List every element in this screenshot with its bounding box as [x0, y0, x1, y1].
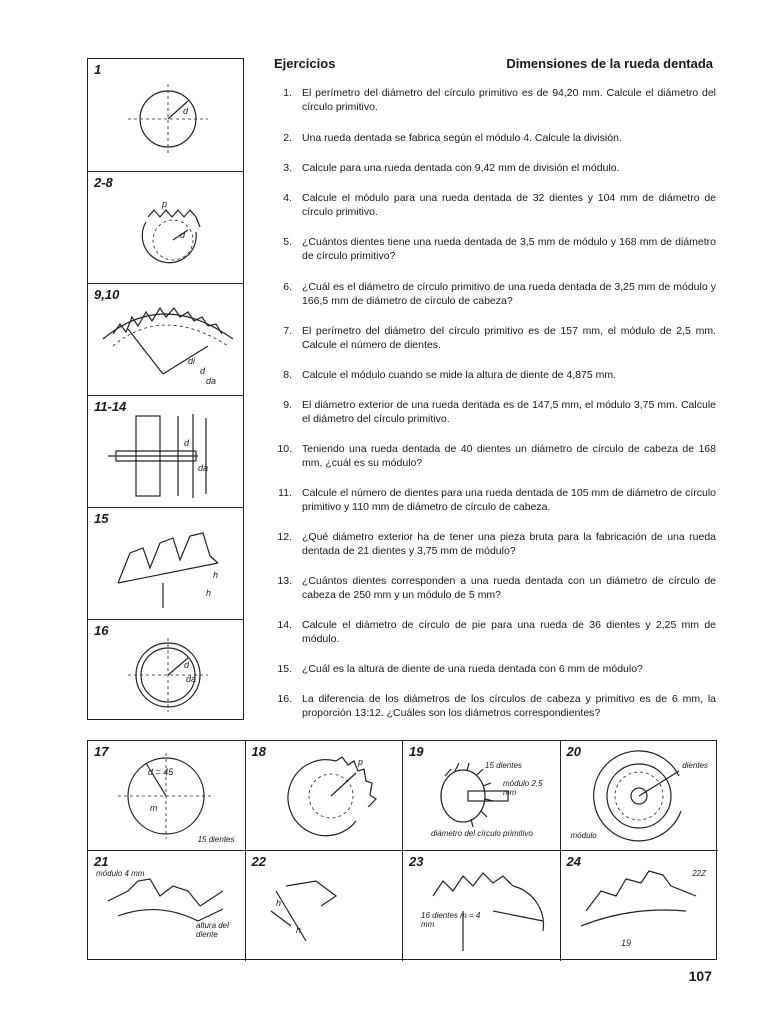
- figure-caption: dientes: [682, 761, 708, 770]
- figure-label: 2-8: [94, 175, 113, 190]
- svg-text:da: da: [206, 376, 217, 386]
- figure-19: [403, 741, 561, 851]
- svg-text:h: h: [213, 570, 219, 580]
- exercise-item: [270, 235, 716, 263]
- exercise-number: 3.: [283, 162, 292, 174]
- exercise-item: [270, 486, 716, 514]
- figure-16: [88, 619, 243, 721]
- page-number: 107: [688, 968, 712, 984]
- exercise-number: 12.: [277, 531, 292, 543]
- pitch-circle-diagram: [88, 59, 245, 171]
- exercise-number: 2.: [283, 132, 292, 144]
- exercise-text: El diámetro exterior de una rueda dentada es de 147,5 mm, el módulo 3,75 mm. Calcule el diámetro del círculo primitivo.: [302, 399, 716, 425]
- exercise-number: 6.: [283, 281, 292, 293]
- exercise-number: 4.: [283, 192, 292, 204]
- exercise-item: [270, 280, 716, 308]
- exercise-item: [270, 574, 716, 602]
- gear-section-diagram: [88, 396, 245, 508]
- figure-label: 1: [94, 62, 102, 77]
- exercise-number: 5.: [283, 236, 292, 248]
- exercise-item: [270, 191, 716, 219]
- svg-text:d: d: [183, 106, 189, 116]
- figure-caption: módulo 4 mm: [96, 869, 145, 878]
- figure-caption: módulo 2,5 mm: [503, 779, 543, 797]
- exercise-number: 9.: [283, 399, 292, 411]
- figure-caption: 15 dientes: [197, 835, 235, 844]
- figure-11-14: [88, 395, 243, 507]
- left-figure-panel: [87, 58, 244, 720]
- svg-text:d: d: [180, 230, 186, 240]
- exercise-number: 16.: [277, 693, 292, 705]
- gear-23-diagram: [403, 851, 560, 961]
- figure-label: 23: [409, 854, 424, 869]
- bottom-figure-panel: [87, 740, 717, 960]
- svg-text:h: h: [275, 898, 281, 908]
- exercise-text: ¿Cuál es el diámetro de círculo primitivo de una rueda dentada de 3,25 mm de módulo y 166,5 mm de diámetro de círculo de cabeza?: [302, 281, 716, 307]
- svg-text:da: da: [198, 463, 209, 473]
- exercise-text: Calcule el módulo cuando se mide la altura de diente de 4,875 mm.: [302, 369, 617, 381]
- rack-21-diagram: [88, 851, 245, 961]
- exercise-item: [270, 86, 716, 114]
- svg-text:p: p: [162, 199, 168, 209]
- exercise-text: Calcule el diámetro de círculo de pie para una rueda de 36 dientes y 2,25 mm de módulo.: [302, 619, 716, 645]
- exercise-number: 14.: [277, 619, 292, 631]
- exercise-text: El perímetro del diámetro del círculo primitivo es de 94,20 mm. Calcule el diámetro del círculo primitivo.: [302, 87, 716, 113]
- svg-text:p: p: [357, 757, 363, 767]
- figure-label: 21: [94, 854, 109, 869]
- gear-segment-18-diagram: [246, 741, 403, 851]
- figure-21: [88, 851, 246, 961]
- svg-text:da: da: [186, 674, 197, 684]
- exercise-item: [270, 442, 716, 470]
- svg-text:h: h: [295, 925, 301, 935]
- diameter-label: d = 45: [148, 767, 174, 777]
- exercise-text: Teniendo una rueda dentada de 40 dientes un diámetro de círculo de cabeza de 168 mm, ¿cuál es su módulo?: [302, 443, 716, 469]
- figure-23: [403, 851, 561, 961]
- figure-caption: diámetro del círculo primitivo: [431, 829, 533, 838]
- exercise-item: [270, 692, 716, 720]
- chapter-title: Dimensiones de la rueda dentada: [506, 56, 713, 71]
- svg-text:di: di: [188, 356, 196, 366]
- exercise-number: 10.: [277, 443, 292, 455]
- figure-20: [561, 741, 719, 851]
- exercise-text: ¿Cuántos dientes corresponden a una rueda dentada con un diámetro de círculo de cabeza de 250 mm y un módulo de 5 mm?: [302, 575, 716, 601]
- figure-24: [561, 851, 719, 961]
- exercise-item: [270, 398, 716, 426]
- exercise-text: Calcule el módulo para una rueda dentada de 32 dientes y 104 mm de diámetro de círculo primitivo.: [302, 192, 716, 218]
- exercise-text: La diferencia de los diámetros de los círculos de cabeza y primitivo es de 6 mm, la proporción 13:12. ¿Cuáles son los diámetros correspondientes?: [302, 693, 716, 719]
- exercise-item: [270, 161, 716, 175]
- figure-17: [88, 741, 246, 851]
- concentric-circles-diagram: [88, 620, 245, 722]
- figure-1: [88, 59, 243, 171]
- gear-division-diagram: [88, 172, 245, 284]
- exercise-text: Una rueda dentada se fabrica según el módulo 4. Calcule la división.: [302, 132, 622, 144]
- exercise-item: [270, 618, 716, 646]
- figure-label: 9,10: [94, 287, 120, 302]
- svg-text:d: d: [184, 660, 190, 670]
- exercise-text: ¿Qué diámetro exterior ha de tener una pieza bruta para la fabricación de una rueda dentada de 21 dientes y 3,75 mm de módulo?: [302, 531, 716, 557]
- exercise-number: 7.: [283, 325, 292, 337]
- figure-label: 11-14: [94, 399, 127, 414]
- figure-label: 16: [94, 623, 109, 638]
- figure-18: [246, 741, 404, 851]
- figure-label: 17: [94, 744, 109, 759]
- figure-caption: módulo: [570, 831, 597, 840]
- tooth-height-diagram: [88, 508, 245, 620]
- figure-label: 18: [251, 744, 266, 759]
- figure-2-8: [88, 171, 243, 283]
- svg-text:d: d: [184, 438, 190, 448]
- figure-caption: 22Z: [692, 869, 706, 878]
- exercise-item: [270, 368, 716, 382]
- exercise-item: [270, 662, 716, 676]
- tooth-22-diagram: [246, 851, 403, 961]
- figure-label: 22: [251, 854, 266, 869]
- exercise-number: 15.: [277, 663, 292, 675]
- exercise-text: ¿Cuántos dientes tiene una rueda dentada de 3,5 mm de módulo y 168 mm de diámetro de círculo primitivo?: [302, 236, 716, 262]
- exercise-text: Calcule para una rueda dentada con 9,42 mm de división el módulo.: [302, 162, 620, 174]
- section-title: Ejercicios: [274, 56, 336, 71]
- exercise-item: [270, 530, 716, 558]
- exercise-number: 1.: [283, 87, 292, 99]
- exercise-number: 11.: [278, 487, 292, 499]
- exercise-text: El perímetro del diámetro del círculo primitivo es de 157 mm, el módulo de 2,5 mm. Calcule el número de dientes.: [302, 325, 716, 351]
- figure-label: 20: [566, 744, 581, 759]
- figure-9-10: [88, 283, 243, 395]
- svg-text:h: h: [206, 588, 212, 598]
- figure-22: [246, 851, 404, 961]
- figure-label: 15: [94, 511, 109, 526]
- exercise-number: 8.: [283, 369, 292, 381]
- exercise-item: [270, 131, 716, 145]
- exercise-number: 13.: [277, 575, 292, 587]
- figure-label: 19: [409, 744, 424, 759]
- figure-label: 24: [566, 854, 581, 869]
- figure-15: [88, 507, 243, 619]
- rack-24-diagram: [561, 851, 718, 961]
- figure-caption: 15 dientes: [485, 761, 522, 770]
- svg-text:19: 19: [620, 938, 631, 948]
- exercise-item: [270, 324, 716, 352]
- exercise-text: Calcule el número de dientes para una rueda dentada de 105 mm de diámetro de círculo primitivo y 110 mm de diámetro de círculo de cabeza.: [302, 487, 716, 513]
- svg-text:d: d: [200, 366, 206, 376]
- exercise-text: ¿Cuál es la altura de diente de una rueda dentada con 6 mm de módulo?: [302, 663, 643, 675]
- svg-text:m: m: [150, 803, 158, 813]
- figure-caption: 16 dientes m = 4 mm: [421, 911, 481, 929]
- figure-caption: altura del diente: [196, 921, 229, 939]
- gear-tooth-profile-diagram: [88, 284, 245, 396]
